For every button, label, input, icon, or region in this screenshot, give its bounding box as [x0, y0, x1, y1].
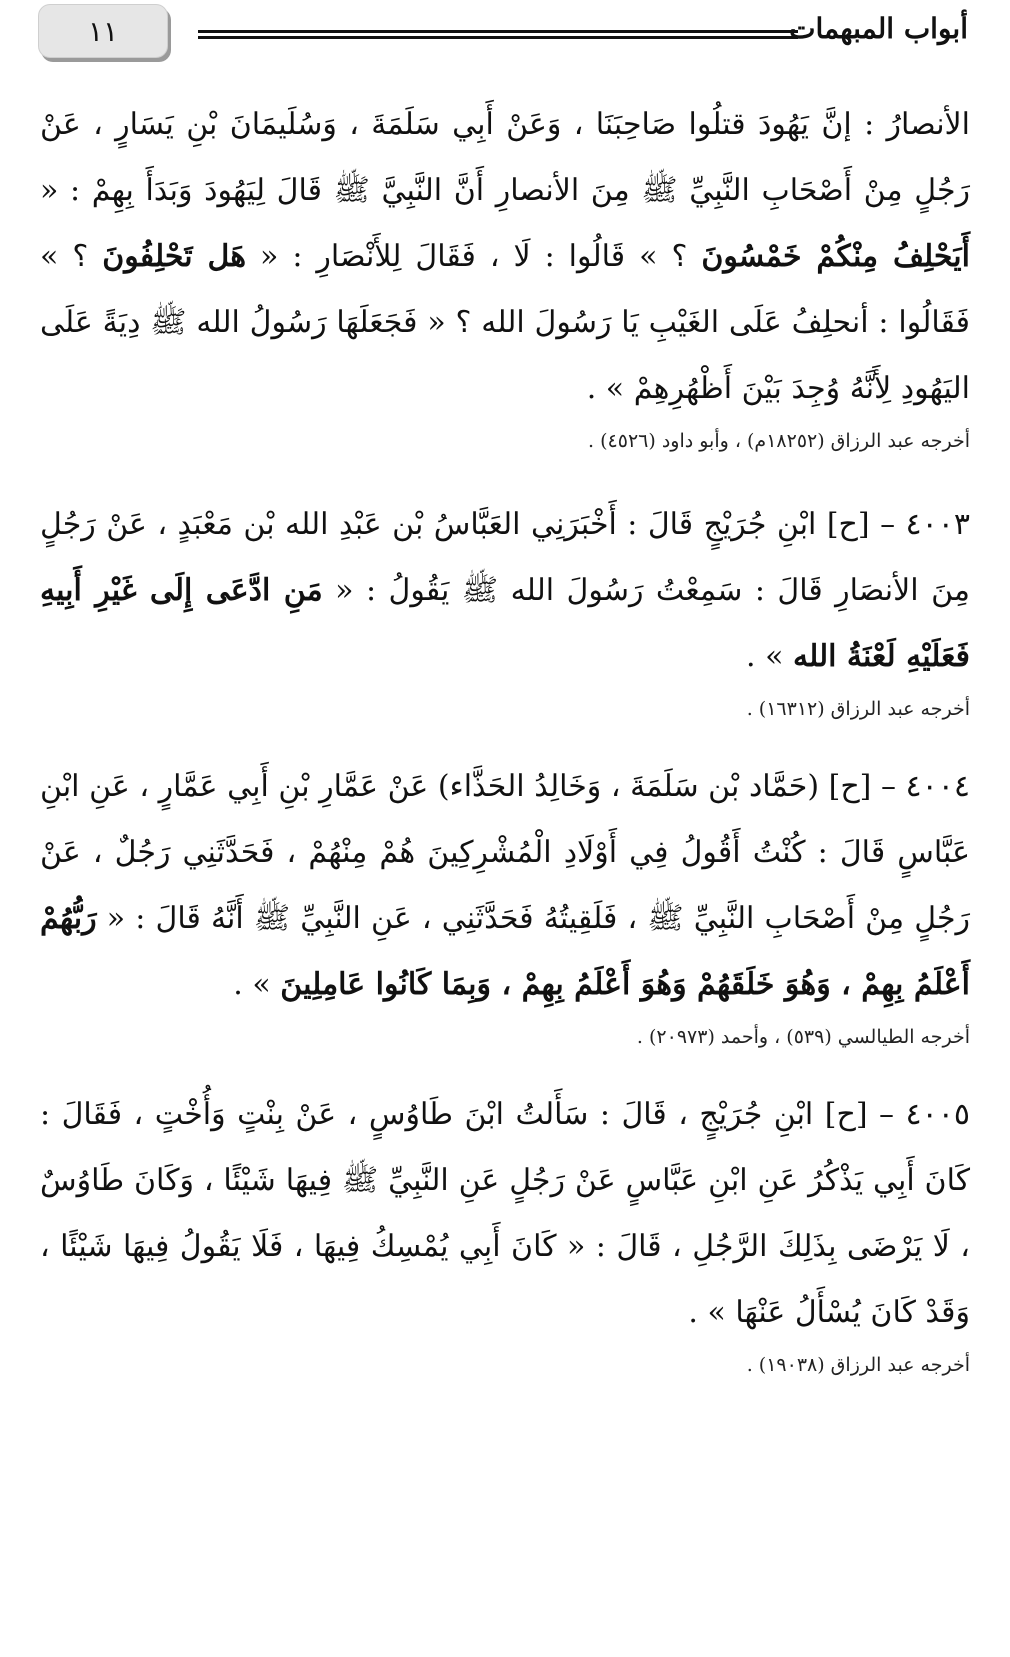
hadith-quote: أَيَحْلِفُ مِنْكُمْ خَمْسُونَ [701, 239, 970, 274]
source-citation: أخرجه عبد الرزاق (١٨٢٥٢م) ، وأبو داود (٤٥٢٦) . [588, 430, 970, 452]
hadith-text: ٤٠٠٣ – [ح] ابْنِ جُرَيْجٍ قَالَ : أَخْبَرَنِي العَبَّاسُ بْن عَبْدِ الله بْن مَعْبَدٍ ، عَنْ رَجُلٍ مِنَ الأنصَارِ قَالَ : سَمِعْتُ رَسُولَ الله ﷺ يَقُولُ : « [40, 507, 970, 608]
page-header [0, 0, 1010, 70]
hadith-quote: مَنِ ادَّعَى إِلَى غَيْرِ أَبِيهِ فَعَلَيْهِ لَعْنَةُ الله [40, 573, 970, 674]
hadith-text: ٤٠٠٤ – [ح] (حَمَّاد بْن سَلَمَةَ ، وَخَالِدُ الحَذَّاء) عَنْ عَمَّارِ بْنِ أَبِي عَمَّارٍ ، عَنِ ابْنِ عَبَّاسٍ قَالَ : كُنْتُ أَقُولُ فِي أَوْلَادِ الْمُشْرِكِينَ هُمْ مِنْهُمْ ، فَحَدَّثَنِي رَجُلٌ ، عَنْ رَجُلٍ مِنْ أَصْحَابِ النَّبِيِّ ﷺ ، فَلَقِيتُهُ فَحَدَّثَنِي ، عَنِ النَّبِيِّ ﷺ أَنَّهُ قَالَ : « [40, 769, 970, 936]
page-body [40, 92, 970, 1380]
hadith-text: ٤٠٠٥ – [ح] ابْنِ جُرَيْجٍ ، قَالَ : سَأَلتُ ابْنَ طَاوُسٍ ، عَنْ بِنْتٍ وَأُخْتٍ ، فَقَالَ : كَانَ أَبِي يَذْكُرُ عَنِ ابْنِ عَبَّاسٍ عَنْ رَجُلٍ عَنِ النَّبِيِّ ﷺ فِيهَا شَيْئًا ، وَكَانَ طَاوُسٌ ، لَا يَرْضَى بِذَلِكَ الرَّجُلِ ، قَالَ : « كَانَ أَبِي يُمْسِكُ فِيهَا ، فَلَا يَقُولُ فِيهَا شَيْئًا ، وَقَدْ كَانَ يُسْأَلُ عَنْهَا » . [40, 1097, 970, 1330]
hadith-quote: هَل تَحْلِفُونَ [102, 239, 247, 274]
hadith-paragraph [40, 92, 970, 422]
source-citation: أخرجه عبد الرزاق (١٩٠٣٨) . [746, 1354, 970, 1376]
source-citation: أخرجه الطيالسي (٥٣٩) ، وأحمد (٢٠٩٧٣) . [636, 1026, 970, 1048]
page-number: ١١ [87, 14, 119, 48]
hadith-text: ؟ » فَقَالُوا : أنحلِفُ عَلَى الغَيْبِ يَا رَسُولَ الله ؟ « فَجَعَلَهَا رَسُولُ الله ﷺ دِيَةً عَلَى اليَهُودِ لِأَنَّهُ وُجِدَ بَيْنَ أَظْهُرِهِمْ » . [40, 239, 970, 406]
hadith-paragraph [40, 492, 970, 690]
hadith-paragraph [40, 1082, 970, 1346]
hadith-text: ؟ » قَالُوا : لَا ، فَقَالَ لِلأَنْصَارِ : « [246, 239, 702, 274]
hadith-text: » . [746, 639, 793, 674]
running-title: أبواب المبهمات [789, 12, 968, 45]
hadith-quote: رَبُّهُمْ أَعْلَمُ بِهِمْ ، وَهُوَ خَلَقَهُمْ وَهُوَ أَعْلَمُ بِهِمْ ، وَبِمَا كَانُوا عَامِلِينَ [40, 901, 970, 1002]
hadith-text: » . [233, 967, 281, 1002]
hadith-paragraph [40, 754, 970, 1018]
source-citation: أخرجه عبد الرزاق (١٦٣١٢) . [746, 698, 970, 720]
header-rule-bottom [198, 36, 798, 39]
page-number-badge [38, 4, 168, 58]
hadith-text: الأنصارُ : إنَّ يَهُودَ قتلُوا صَاحِبَنَا ، وَعَنْ أَبِي سَلَمَةَ ، وَسُلَيمَانَ بْنِ يَسَارٍ ، عَنْ رَجُلٍ مِنْ أَصْحَابِ النَّبِيِّ ﷺ مِنَ الأنصارِ أَنَّ النَّبِيَّ ﷺ قَالَ لِيَهُودَ وَبَدَأَ بِهِمْ : « [40, 107, 970, 208]
header-rule-top [198, 30, 798, 33]
